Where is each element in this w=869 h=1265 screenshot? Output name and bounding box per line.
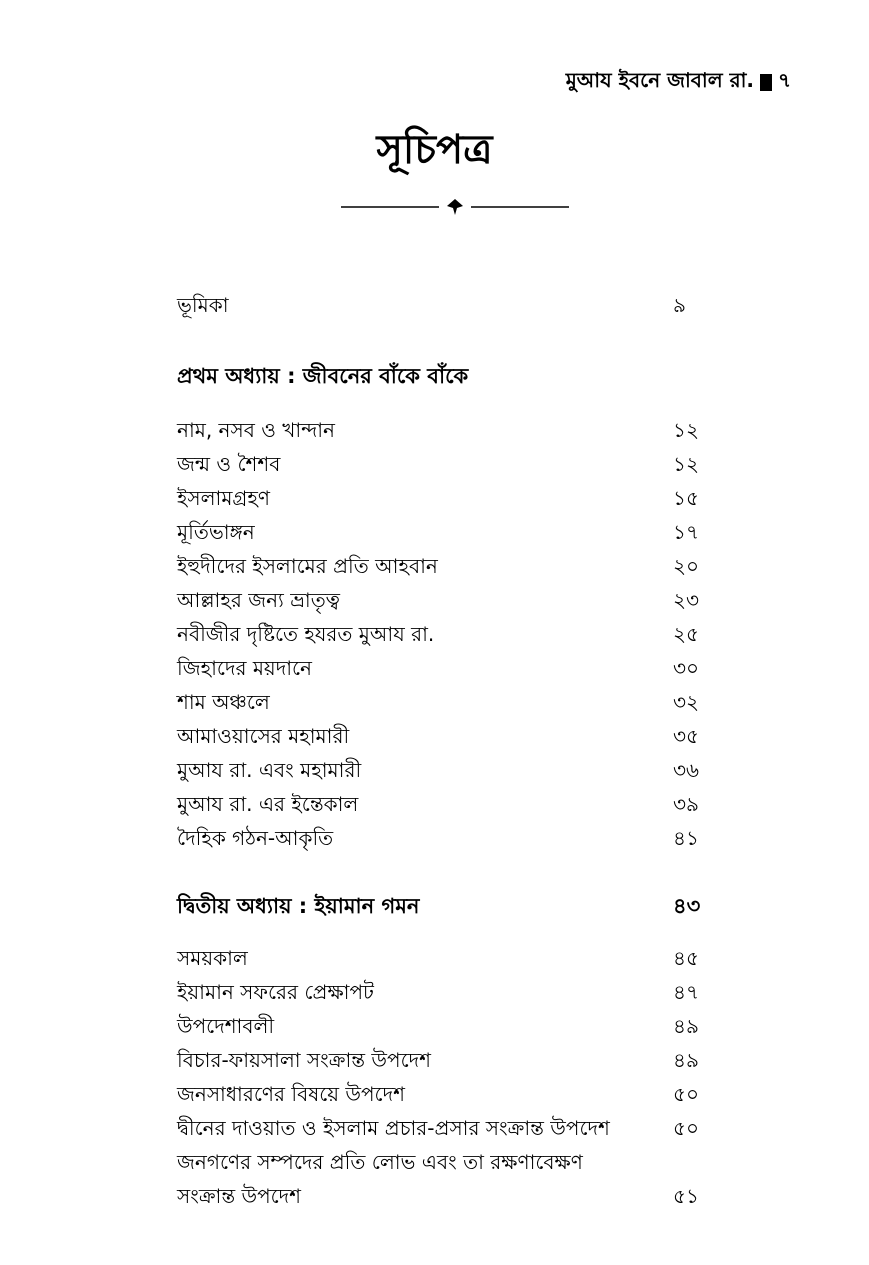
toc-entry-page: ২৫ xyxy=(673,622,699,646)
chapter-heading-text: দ্বিতীয় অধ্যায় : ইয়ামান গমন xyxy=(177,894,420,918)
toc-entry-page: ৩০ xyxy=(673,656,700,680)
toc-entry-page: ২০ xyxy=(673,554,700,578)
toc-entry-text: জনসাধারণের বিষয়ে উপদেশ xyxy=(177,1082,405,1106)
toc-entry-text: বিচার-ফায়সালা সংক্রান্ত উপদেশ xyxy=(177,1048,431,1072)
toc-entry-text: ইহুদীদের ইসলামের প্রতি আহবান xyxy=(177,554,438,578)
chapter-heading-2[interactable] xyxy=(177,890,717,922)
toc-entry[interactable] xyxy=(177,1112,717,1144)
toc-entry-text: জনগণের সম্পদের প্রতি লোভ এবং তা রক্ষণাবেক্ষণ xyxy=(177,1150,583,1174)
toc-entry[interactable] xyxy=(177,618,717,650)
toc-entry-text: জিহাদের ময়দানে xyxy=(177,656,312,680)
toc-entry-page: ১২ xyxy=(673,452,699,476)
toc-entry-page: ৩৫ xyxy=(673,724,699,748)
toc-entry[interactable] xyxy=(177,754,717,786)
toc-entry-page: ৩২ xyxy=(673,690,700,714)
toc-entry-text: দ্বীনের দাওয়াত ও ইসলাম প্রচার-প্রসার সংক্রান্ত উপদেশ xyxy=(177,1116,610,1140)
running-title: মুআয ইবনে জাবাল রা. xyxy=(565,68,754,92)
toc-entry[interactable] xyxy=(177,448,717,480)
toc-entry[interactable] xyxy=(177,720,717,752)
toc-entry[interactable] xyxy=(177,1044,717,1076)
toc-entry-text: শাম অঞ্চলে xyxy=(177,690,270,714)
toc-entry[interactable] xyxy=(177,1078,717,1110)
toc-entry-text: আল্লাহর জন্য ভ্রাতৃত্ব xyxy=(177,588,340,612)
page-title: সূচিপত্র xyxy=(376,127,493,173)
toc-entry-text: মুআয রা. এর ইন্তেকাল xyxy=(177,792,359,816)
running-head xyxy=(566,66,791,99)
toc-entry-text: জন্ম ও শৈশব xyxy=(177,452,281,476)
toc-entry-text: দৈহিক গঠন-আকৃতি xyxy=(177,826,334,850)
toc-entry[interactable] xyxy=(177,976,717,1008)
toc-entry-page: ৪৭ xyxy=(673,980,699,1004)
toc-entry-text: ভূমিকা xyxy=(177,293,229,317)
toc-entry-page: ১৫ xyxy=(673,486,699,510)
chapter-heading-page: ৪৩ xyxy=(673,894,701,918)
toc-entry-page: ৪৯ xyxy=(673,1014,699,1038)
toc-entry-page: ৪৫ xyxy=(673,946,699,970)
square-bullet-icon xyxy=(760,74,772,91)
chapter-heading-1[interactable] xyxy=(177,360,717,392)
toc-entry[interactable] xyxy=(177,1180,717,1212)
toc-entry-page: ২৩ xyxy=(673,588,700,612)
toc-entry-page: ৫১ xyxy=(673,1184,699,1208)
toc-entry-text: মুআয রা. এবং মহামারী xyxy=(177,758,362,782)
toc-entry-page: ৯ xyxy=(673,293,686,317)
toc-entry-text: আমাওয়াসের মহামারী xyxy=(177,724,350,748)
toc-entry-text: সময়কাল xyxy=(177,946,248,970)
toc-entry-text: উপদেশাবলী xyxy=(177,1014,275,1038)
toc-entry[interactable] xyxy=(177,652,717,684)
toc-entry-page: ৫০ xyxy=(673,1082,699,1106)
toc-entry-text: মূর্তিভাঙ্গন xyxy=(177,520,255,544)
toc-entry-page: ১২ xyxy=(673,418,699,442)
toc-entry-page: ৩৬ xyxy=(673,758,700,782)
toc-entry-text: সংক্রান্ত উপদেশ xyxy=(177,1184,302,1208)
toc-entry[interactable] xyxy=(177,414,717,446)
toc-entry[interactable] xyxy=(177,516,717,548)
toc-entry-page: ৪৯ xyxy=(673,1048,699,1072)
toc-entry-page: ৩৯ xyxy=(673,792,699,816)
toc-entry[interactable] xyxy=(177,942,717,974)
chapter-heading-text: প্রথম অধ্যায় : জীবনের বাঁকে বাঁকে xyxy=(177,364,469,388)
toc-entry-text: ইয়ামান সফরের প্রেক্ষাপট xyxy=(177,980,374,1004)
toc-entry[interactable] xyxy=(177,1010,717,1042)
diamond-ornament-icon xyxy=(341,199,569,215)
toc-entry-page: ৪১ xyxy=(673,826,699,850)
toc-entry-text: নাম, নসব ও খান্দান xyxy=(177,418,335,442)
toc-entry-text: নবীজীর দৃষ্টিতে হযরত মুআয রা. xyxy=(177,622,435,646)
toc-entry[interactable] xyxy=(177,482,717,514)
toc-entry-page: ১৭ xyxy=(673,520,699,544)
toc-entry-page: ৫০ xyxy=(673,1116,699,1140)
page-number: ৭ xyxy=(777,68,791,92)
toc-entry[interactable] xyxy=(177,686,717,718)
toc-entry[interactable] xyxy=(177,822,717,854)
toc-entry-text: ইসলামগ্রহণ xyxy=(177,486,271,510)
toc-entry-intro[interactable] xyxy=(177,289,717,321)
toc-entry[interactable] xyxy=(177,550,717,582)
toc-entry[interactable] xyxy=(177,788,717,820)
toc-entry[interactable] xyxy=(177,1146,717,1178)
toc-entry[interactable] xyxy=(177,584,717,616)
